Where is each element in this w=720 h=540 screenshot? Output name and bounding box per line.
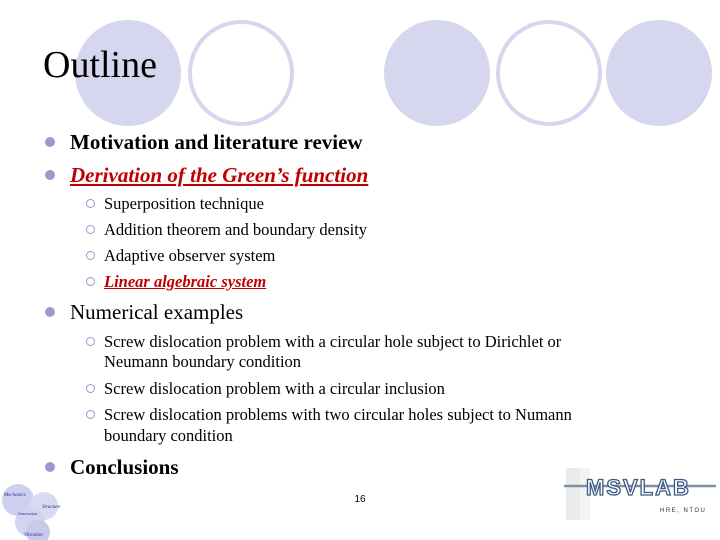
sub-item-screw-two-holes-line2: boundary condition [104,426,233,445]
bullet-dot-icon [45,137,55,147]
bullet-motivation: Motivation and literature review [70,130,363,154]
logo-text-hre: HRE, NTOU [660,508,707,514]
sub-bullet-ring-icon [86,337,95,346]
sub-item-screw-inclusion: Screw dislocation problem with a circular inclusion [104,379,445,398]
sub-item-superposition: Superposition technique [104,194,264,213]
sub-bullet-ring-icon [86,251,95,260]
sub-bullet-ring-icon [86,277,95,286]
logo-text-s: Structure [42,505,61,510]
bullet-dot-icon [45,307,55,317]
logo-text-i: Innovation [18,511,38,516]
title-decoration-ring [496,20,602,126]
bullet-dot-icon [45,170,55,180]
bullet-dot-icon [45,462,55,472]
page-number: 16 [354,494,366,505]
sub-item-screw-hole-line1: Screw dislocation problem with a circular hole subject to Dirichlet or [104,332,562,351]
bullet-derivation: Derivation of the Green’s function [70,163,369,187]
sub-bullet-ring-icon [86,410,95,419]
msvlab-logo [560,464,720,524]
sub-item-screw-hole-line2: Neumann boundary condition [104,352,302,371]
sub-bullet-ring-icon [86,384,95,393]
slide-title: Outline [43,44,157,86]
sub-item-adaptive-observer: Adaptive observer system [104,246,276,265]
sub-item-linear-system: Linear algebraic system [104,272,267,291]
logo-text-m: Mechanics [4,493,26,498]
sub-bullet-ring-icon [86,225,95,234]
msv-circles-logo [0,482,62,540]
sub-item-addition-theorem: Addition theorem and boundary density [104,220,368,239]
sub-item-screw-two-holes-line1: Screw dislocation problems with two circular holes subject to Numann [104,405,572,424]
logo-text-v: Vibration [24,533,43,538]
title-decoration-circle [606,20,712,126]
title-decoration-circle [384,20,490,126]
bullet-numerical-examples: Numerical examples [70,300,244,324]
title-decoration-ring [188,20,294,126]
logo-text-msvlab: MSVLAB [586,475,691,500]
sub-bullet-ring-icon [86,199,95,208]
bullet-conclusions: Conclusions [70,455,179,479]
